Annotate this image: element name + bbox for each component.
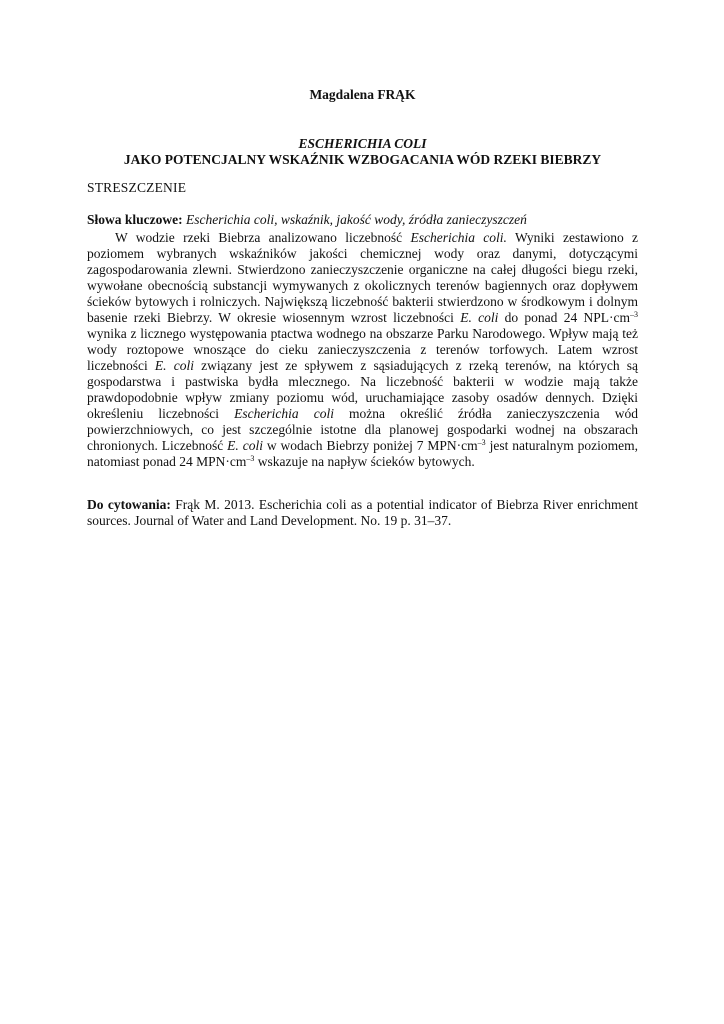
- citation-label: Do cytowania:: [87, 497, 171, 512]
- title-line-2: JAKO POTENCJALNY WSKAŹNIK WZBOGACANIA WÓD RZEKI BIEBRZY: [123, 152, 602, 167]
- abstract-paragraph: [87, 230, 638, 470]
- keywords: [87, 212, 638, 228]
- article-title: [87, 136, 638, 168]
- abstract-text: Wyniki zestawiono z poziomem wybranych wskaźników jakości chemicznej wody oraz danymi, dotyczącymi zagospodarowania zlewni. Stwierdzono zanieczyszczenie organiczne na całej długości biegu rzeki, wywołane obecnością substancji wymywanych z okolicznych terenów bagiennych oraz dopływem ścieków bytowych i rolniczych. Największą liczebność bakterii stwierdzono w środkowym i dolnym basenie rzeki Biebrzy. W okresie wiosennym wzrost liczebności: [87, 230, 638, 325]
- abstract-superscript: –3: [477, 438, 486, 447]
- abstract-text: w wodach Biebrzy poniżej 7 MPN·cm: [262, 438, 478, 453]
- title-line-1: ESCHERICHIA COLI: [298, 136, 427, 151]
- abstract-text: wynika z licznego występowania ptactwa wodnego na obszarze Parku Narodowego. Wpływ mają też wody roztopowe wnoszące do cieku zanieczyszczenia z terenów torfowych. Latem wzrost liczebności: [87, 326, 638, 373]
- abstract-italic: E. coli: [460, 310, 499, 325]
- citation: [87, 497, 638, 529]
- keywords-label: Słowa kluczowe:: [87, 212, 183, 227]
- abstract-superscript: –3: [630, 310, 638, 319]
- abstract-italic: Escherichia coli.: [410, 230, 507, 245]
- keywords-value: Escherichia coli, wskaźnik, jakość wody, źródła zanieczyszczeń: [186, 212, 527, 227]
- abstract-text: wskazuje na napływ ścieków bytowych.: [254, 454, 475, 469]
- document-page: [87, 0, 638, 1024]
- citation-text: Frąk M. 2013. Escherichia coli as a potential indicator of Biebrza River enrichment sources. Journal of Water and Land Development. No. 19 p. 31–37.: [87, 497, 638, 528]
- abstract-italic: E. coli: [154, 358, 194, 373]
- abstract-text: W wodzie rzeki Biebrza analizowano liczebność: [115, 230, 411, 245]
- abstract-italic: Escherichia coli: [234, 406, 334, 421]
- abstract-superscript: –3: [246, 454, 255, 463]
- author-name: Magdalena FRĄK: [309, 87, 416, 102]
- section-heading: STRESZCZENIE: [87, 180, 187, 195]
- abstract-text: do ponad 24 NPL·cm: [498, 310, 630, 325]
- abstract-text: jest naturalnym poziomem, natomiast ponad 24 MPN·cm: [87, 438, 639, 469]
- abstract-italic: E. coli: [227, 438, 263, 453]
- abstract-text: związany jest ze spływem z sąsiadujących z rzeką terenów, na których są gospodarstwa i pastwiska bydła mlecznego. Na liczebność bakterii w wodzie mają także prawdopodobnie wpływ zmiany poziomu wód, uruchamiające zasoby osadów dennych. Dzięki określeniu liczebności: [87, 358, 639, 421]
- abstract-text: można określić źródła zanieczyszczenia wód powierzchniowych, co jest szczególnie istotne dla planowej gospodarki wodnej na obszarach chronionych. Liczebność: [87, 406, 638, 453]
